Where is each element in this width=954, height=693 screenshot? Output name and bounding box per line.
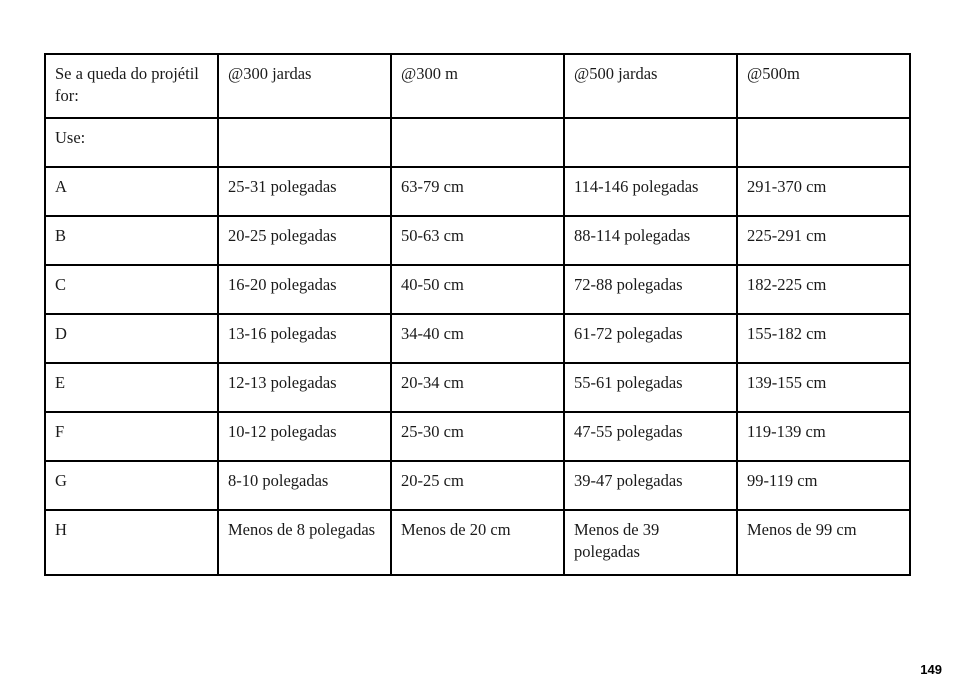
table-cell: 155-182 cm: [737, 314, 910, 363]
table-cell: B: [45, 216, 218, 265]
table-row: [45, 167, 910, 216]
table-cell: 182-225 cm: [737, 265, 910, 314]
table-cell: Menos de 20 cm: [391, 510, 564, 575]
header-cell: Se a queda do projétil for:: [45, 54, 218, 118]
header-cell: @300 jardas: [218, 54, 391, 118]
table-cell: 114-146 polegadas: [564, 167, 737, 216]
table-cell: 72-88 polegadas: [564, 265, 737, 314]
table-cell: 139-155 cm: [737, 363, 910, 412]
table-cell: 12-13 polegadas: [218, 363, 391, 412]
table-row: [45, 363, 910, 412]
use-cell: [218, 118, 391, 167]
table-cell: 10-12 polegadas: [218, 412, 391, 461]
table-cell: 88-114 polegadas: [564, 216, 737, 265]
table-row: [45, 265, 910, 314]
drop-table: [44, 53, 911, 576]
table-row: [45, 216, 910, 265]
table-cell: 99-119 cm: [737, 461, 910, 510]
table-cell: 25-31 polegadas: [218, 167, 391, 216]
table-cell: 16-20 polegadas: [218, 265, 391, 314]
table-cell: H: [45, 510, 218, 575]
table-cell: 119-139 cm: [737, 412, 910, 461]
table-cell: 13-16 polegadas: [218, 314, 391, 363]
table-use-row: [45, 118, 910, 167]
table-row: [45, 461, 910, 510]
table-cell: 225-291 cm: [737, 216, 910, 265]
header-cell: @300 m: [391, 54, 564, 118]
table-cell: 20-25 cm: [391, 461, 564, 510]
table-row: [45, 412, 910, 461]
use-cell: [737, 118, 910, 167]
table-cell: 291-370 cm: [737, 167, 910, 216]
table-cell: G: [45, 461, 218, 510]
table-cell: 8-10 polegadas: [218, 461, 391, 510]
table-cell: E: [45, 363, 218, 412]
table-cell: A: [45, 167, 218, 216]
table-cell: 47-55 polegadas: [564, 412, 737, 461]
table-row: [45, 510, 910, 575]
page-number: 149: [920, 662, 942, 677]
table-cell: Menos de 99 cm: [737, 510, 910, 575]
table-cell: D: [45, 314, 218, 363]
table-cell: 20-34 cm: [391, 363, 564, 412]
table-row: [45, 314, 910, 363]
use-cell: Use:: [45, 118, 218, 167]
table-cell: 39-47 polegadas: [564, 461, 737, 510]
table-cell: Menos de 39 polegadas: [564, 510, 737, 575]
table-cell: F: [45, 412, 218, 461]
table-header-row: [45, 54, 910, 118]
use-cell: [391, 118, 564, 167]
table-cell: 40-50 cm: [391, 265, 564, 314]
table-cell: 55-61 polegadas: [564, 363, 737, 412]
table-cell: 34-40 cm: [391, 314, 564, 363]
table-cell: 63-79 cm: [391, 167, 564, 216]
table-cell: C: [45, 265, 218, 314]
use-cell: [564, 118, 737, 167]
table-cell: 61-72 polegadas: [564, 314, 737, 363]
header-cell: @500m: [737, 54, 910, 118]
table-cell: 20-25 polegadas: [218, 216, 391, 265]
table-cell: 25-30 cm: [391, 412, 564, 461]
table-cell: Menos de 8 polegadas: [218, 510, 391, 575]
table-cell: 50-63 cm: [391, 216, 564, 265]
header-cell: @500 jardas: [564, 54, 737, 118]
